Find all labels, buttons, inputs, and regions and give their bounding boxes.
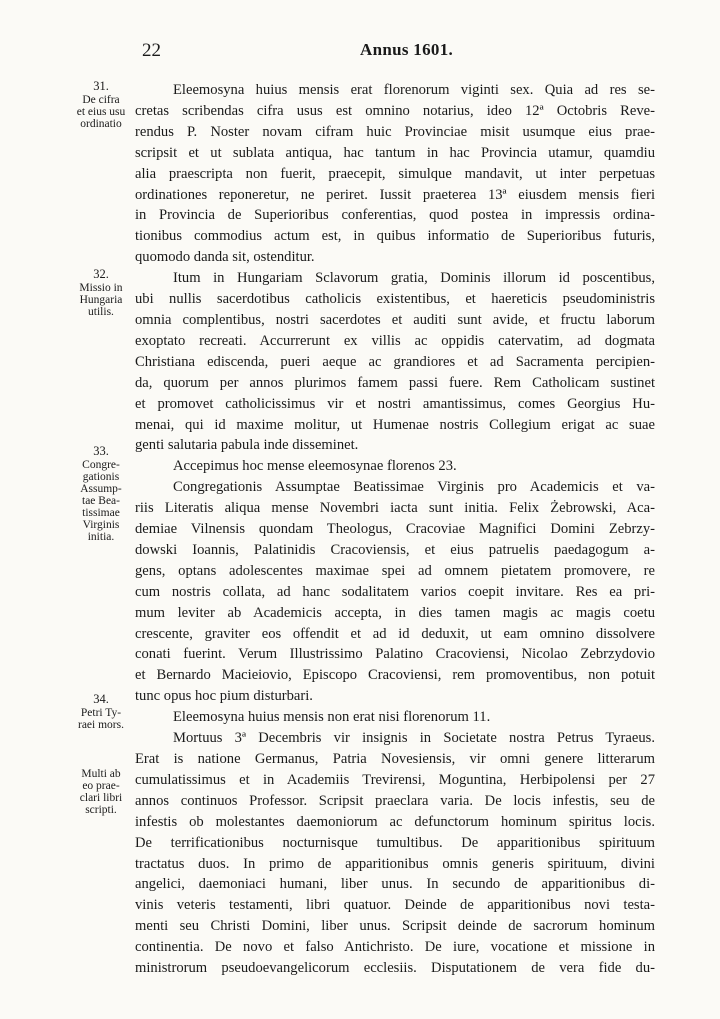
margin-note-line: Missio in (79, 282, 123, 294)
text-line: menti seu Christi Domini, liber unus. Scripsit deinde de sacrorum hominum (135, 918, 655, 935)
margin-note-line: Petri Ty- (80, 707, 122, 719)
page-number: 22 (142, 40, 161, 61)
margin-note-books (70, 768, 132, 816)
margin-note-line: utilis. (88, 306, 114, 318)
text-line: in Provincia de Superioribus conferentias, quod postea in impressis ordina- (135, 207, 655, 224)
text-line: exoptato recreati. Accurrerunt ex villis ac oppidis catervatim, ad dogmata (135, 332, 655, 349)
text-line: scripsit et ut sublata antiqua, hac tantum in hac Provincia utamur, quamdiu (135, 144, 655, 161)
text-line: continentia. De novo et falso Antichristo. De iure, vocatione et missione in (135, 939, 655, 956)
text-line: ubi nullis sacerdotibus catholicis existentibus, et haereticis pseudoministris (135, 291, 655, 308)
main-text (135, 80, 655, 979)
text-line: menai, qui id maxime molitur, ut Humenae nostris Collegium erigat ac suae (135, 416, 655, 433)
margin-note-line: initia. (87, 531, 115, 543)
text-line: Accepimus hoc mense eleemosynae florenos 23. (173, 458, 457, 475)
margin-note-number: 34. (93, 692, 109, 706)
margin-note-line: eo prae- (82, 780, 120, 792)
text-line: Eleemosyna huius mensis non erat nisi florenorum 11. (173, 709, 491, 726)
margin-note-line: Congre- (82, 459, 120, 471)
text-line: cumulatissimus et in Academiis Trevirensi, Moguntina, Herbipolensi per 27 (135, 771, 655, 788)
text-line: rendus P. Noster novam cifram huic Provinciae misit usumque eius prae- (135, 123, 655, 140)
margin-note-line: Hungaria (79, 294, 123, 306)
text-line: quomodo danda sit, ostenditur. (135, 249, 315, 266)
text-line: dowski Ioannis, Palatinidis Cracoviensis, et eius patruelis paedagogum a- (135, 541, 655, 558)
running-title: Annus 1601. (360, 40, 454, 59)
margin-note-line: scripti. (85, 804, 117, 816)
text-line: ministrorum pseudoevangelicorum ecclesiis. Disputationem de vera fide du- (135, 960, 655, 977)
text-line: vinis veteris testamenti, libri quatuor. Deinde de apparitionibus novi testa- (135, 897, 655, 914)
margin-note-line: tae Bea- (82, 495, 120, 507)
text-line: et promovet catholicissimus vir et nostri amantissimus, comes Georgius Hu- (135, 395, 655, 412)
text-line: omnia complentibus, nostri sacerdotes et auditi sunt avide, et fructu laborum (135, 311, 655, 328)
margin-note-34 (70, 693, 132, 731)
text-line: Erat is natione Germanus, Patria Novesiensis, vir omni genere litterarum (135, 751, 655, 767)
text-line: tionibus commodius actum est, in quibus informatio de Superioribus futuris, (135, 228, 655, 245)
text-line: et Bernardo Macieiovio, Episcopo Cracoviensi, rem promoventibus, non potuit (135, 667, 655, 684)
margin-note-number: 33. (93, 444, 109, 458)
margin-note-32 (70, 268, 132, 318)
margin-note-number: 31. (93, 79, 109, 93)
margin-note-line: et eius usu (76, 106, 126, 118)
margin-note-line: Virginis (82, 519, 120, 531)
text-line: ordinationes reponeretur, ne periret. Iussit praeterea 13ª eiusdem mensis fieri (135, 186, 655, 203)
text-line: genti salutaria pabula inde disseminet. (135, 437, 359, 454)
margin-note-number: 32. (93, 267, 109, 281)
margin-note-31 (70, 80, 132, 130)
text-line: Christiana ediscenda, pueri aeque ac grandiores et ad Sacramenta percipien- (135, 353, 655, 370)
text-line: riis Literatis aliqua mense Novembri iacta sunt initia. Felix Żebrowski, Aca- (135, 500, 655, 517)
text-line: Eleemosyna huius mensis erat florenorum viginti sex. Quia ad res se- (173, 82, 655, 98)
text-line: infestis ob molestantes daemoniorum ac defunctorum hominum spiritus locis. (135, 813, 655, 830)
text-line: Congregationis Assumptae Beatissimae Virginis pro Academicis et va- (173, 479, 655, 496)
margin-note-line: raei mors. (78, 719, 124, 731)
text-line: cum nostris collata, ad hanc sodalitatem varios coepit invitare. Res ea pri- (135, 583, 655, 600)
text-line: alia praescripta non fuerit, praecepit, simulque mandavit, ut inter perpetuas (135, 165, 655, 182)
text-line: angelici, daemoniaci humani, liber unus. In secundo de apparitionibus di- (135, 876, 655, 893)
text-line: demiae Vilnensis quondam Theologus, Cracoviae Magnifici Domini Zebrzy- (135, 521, 655, 538)
margin-note-line: De cifra (82, 94, 120, 106)
text-line: mum leviter ab Academicis accepta, in dies tamen magis ac magis coetu (135, 604, 655, 621)
margin-note-line: ordinatio (80, 118, 122, 130)
margin-note-line: clari libri (79, 792, 123, 804)
text-line: gens, optans adolescentes maximae spei ad omnem pietatem promovere, re (135, 562, 655, 579)
margin-note-line: gationis (82, 471, 120, 483)
margin-note-line: Assump- (80, 483, 122, 495)
margin-note-33 (70, 445, 132, 543)
text-line: annos continuos Professor. Scripsit praeclara varia. De locis infestis, seu de (135, 792, 655, 809)
margin-note-line: Multi ab (81, 768, 121, 780)
text-line: Mortuus 3ª Decembris vir insignis in Societate nostra Petrus Tyraeus. (173, 730, 655, 747)
text-line: crescente, graviter eos offendit et ad id deduxit, ut eam omnino dissolvere (135, 625, 655, 642)
text-line: cretas scribendas cifra usus est omnino notarius, ideo 12ª Octobris Reve- (135, 102, 655, 119)
text-line: conati fuerint. Verum Illustrissimo Palatino Cracoviensi, Nicolao Zebrzydovio (135, 646, 655, 663)
page-header (0, 40, 720, 64)
text-line: De terrificationibus nocturnisque tumultibus. De apparitionibus spirituum (135, 834, 655, 851)
text-line: tunc opus hoc pium disturbari. (135, 688, 313, 705)
margin-note-line: tissimae (82, 507, 120, 519)
text-line: da, quorum per annos plurimos famem passi fuere. Rem Catholicam sustinet (135, 374, 655, 391)
text-line: Itum in Hungariam Sclavorum gratia, Dominis illorum id poscentibus, (173, 270, 655, 287)
text-line: tractatus duos. In primo de apparitionibus omnis generis spirituum, divini (135, 855, 655, 872)
